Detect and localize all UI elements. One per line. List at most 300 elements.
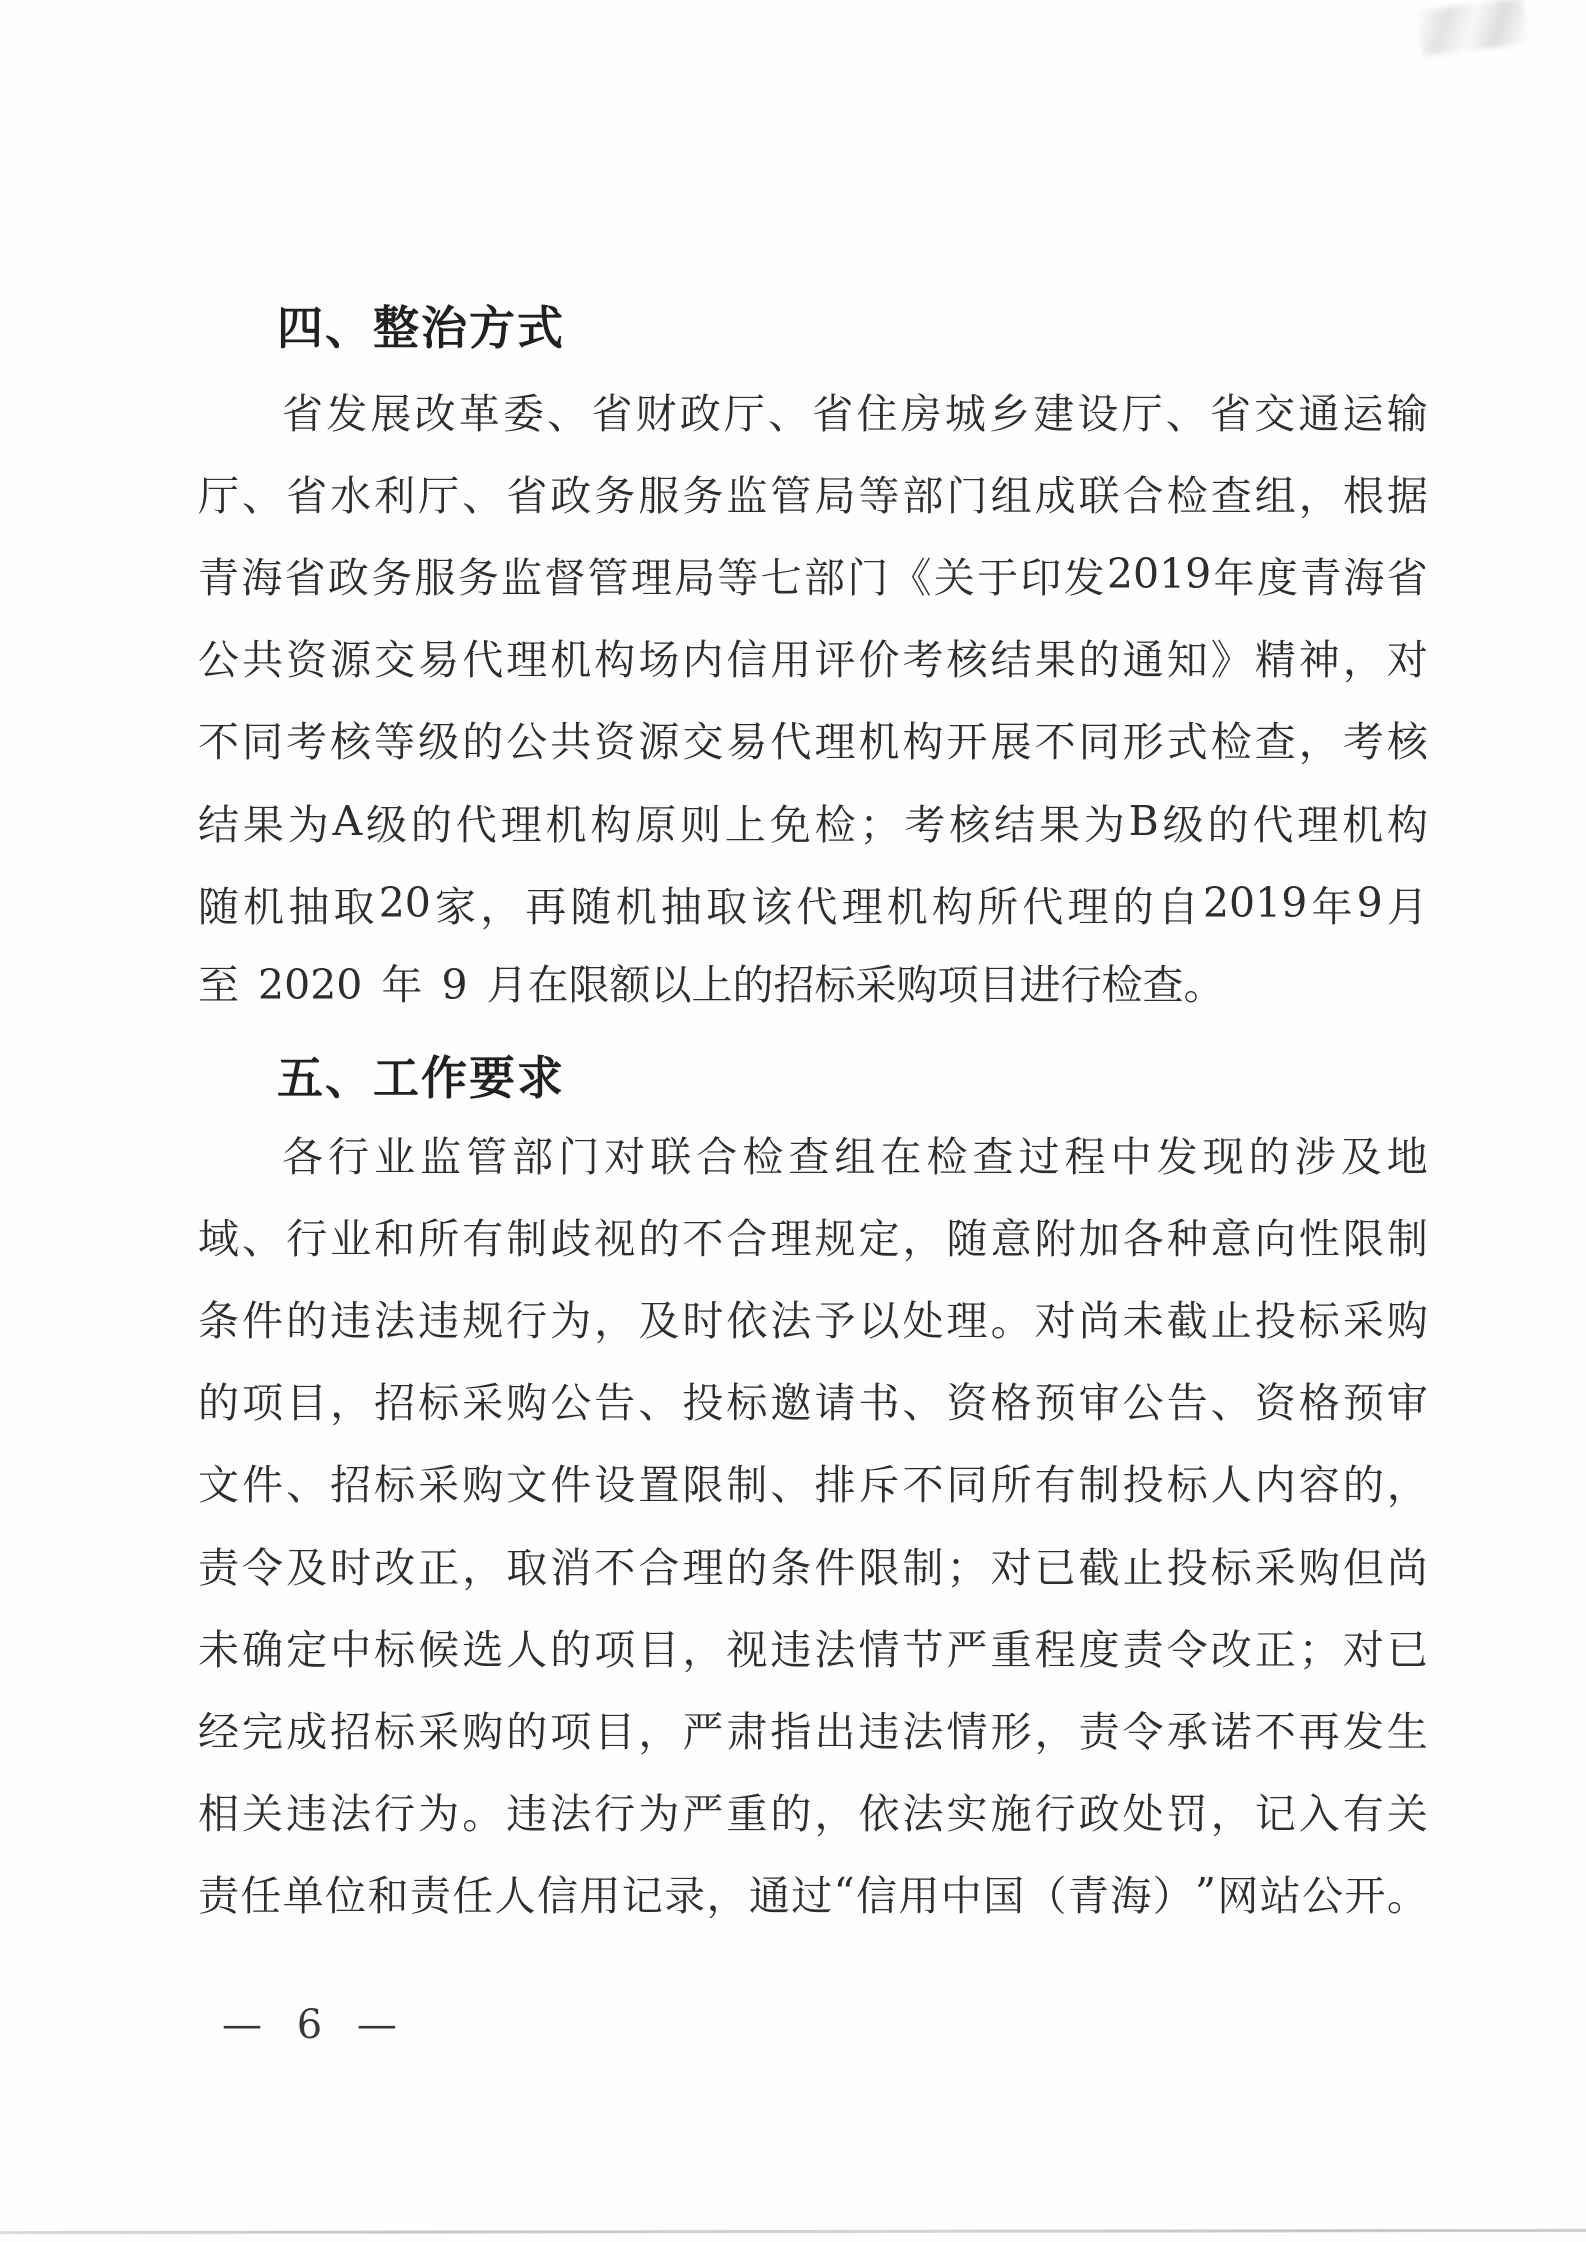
text-run: 等	[717, 553, 759, 602]
text-run: 输	[1386, 389, 1428, 438]
text-run: 机	[550, 636, 592, 685]
text-run: 海	[1343, 553, 1385, 602]
text-run: 法	[902, 1790, 944, 1839]
text-run: 交	[682, 718, 724, 767]
text-run: B	[1128, 797, 1159, 846]
body-line	[198, 1359, 1428, 1441]
text-run: 代	[1022, 882, 1064, 931]
text-run: 法	[814, 1625, 856, 1674]
text-run: 生	[1386, 1707, 1428, 1756]
text-run: 站	[1259, 1872, 1301, 1921]
text-run: 未	[1122, 1296, 1164, 1345]
text-run: 项	[242, 1379, 284, 1428]
text-run: 设	[594, 1461, 636, 1510]
text-run: 用	[770, 636, 812, 685]
text-run: 务	[682, 471, 724, 520]
text-run: 人	[506, 1625, 548, 1674]
text-run: 限	[682, 1461, 724, 1510]
text-run: 法	[330, 1790, 372, 1839]
text-run: 时	[682, 1296, 724, 1345]
text-run: 人	[494, 1872, 536, 1921]
text-run: 投	[682, 1379, 724, 1428]
text-run: 购	[462, 1461, 504, 1510]
text-run: 公	[506, 718, 548, 767]
text-run: 各	[282, 1132, 323, 1181]
text-run: ，	[814, 1790, 856, 1839]
text-run: 处	[902, 1296, 944, 1345]
text-run: 行	[374, 1790, 416, 1839]
text-run: 件	[814, 1543, 856, 1592]
text-run: 督	[544, 553, 586, 602]
text-run: 20	[378, 879, 431, 928]
text-run: 知	[1166, 636, 1208, 685]
text-run: 违	[770, 1625, 812, 1674]
text-run: 不	[594, 1543, 636, 1592]
text-run: 已	[1386, 1625, 1428, 1674]
text-run: 门	[946, 471, 988, 520]
text-run: 有	[462, 1214, 504, 1263]
text-run: （	[1025, 1872, 1067, 1921]
text-run: 价	[858, 636, 900, 685]
text-run: 告	[1166, 1379, 1208, 1428]
text-run: 违	[418, 1296, 460, 1345]
text-run: 式	[1166, 718, 1208, 767]
text-run: 发	[326, 389, 368, 438]
text-run: 合	[726, 1214, 768, 1263]
text-run: 代	[462, 636, 504, 685]
text-run: 考	[1342, 718, 1384, 767]
text-run: 入	[1298, 1790, 1340, 1839]
text-run: 结	[990, 636, 1032, 685]
text-run: 改	[414, 389, 456, 438]
text-run: 果	[242, 800, 284, 849]
text-run: 自	[1157, 882, 1199, 931]
text-run: 制	[726, 1461, 768, 1510]
text-run: 时	[330, 1543, 372, 1592]
body-line	[198, 616, 1428, 698]
text-run: 源	[638, 718, 680, 767]
text-run: 核	[946, 636, 988, 685]
text-run: 置	[638, 1461, 680, 1510]
text-run: 情	[858, 1625, 900, 1674]
text-run: 改	[1210, 1625, 1252, 1674]
text-run: 程	[1034, 1625, 1076, 1674]
body-line: 至 2020 年 9 月在限额以上的招标采购项目进行检查。	[198, 961, 1225, 1010]
text-run: 的	[1112, 882, 1154, 931]
text-run: 人	[1210, 1461, 1252, 1510]
text-run: 青	[1067, 1872, 1109, 1921]
paragraph-work-requirements	[198, 1112, 1428, 1934]
text-run: 场	[638, 636, 680, 685]
text-run: 消	[550, 1543, 592, 1592]
text-run: 用	[579, 1872, 621, 1921]
text-run: 海	[241, 553, 283, 602]
text-run: 标	[374, 1461, 416, 1510]
text-run: 级	[1162, 800, 1204, 849]
text-run: 监	[726, 471, 768, 520]
text-run: 、	[286, 1461, 328, 1510]
body-line	[198, 533, 1428, 615]
text-run: 公	[1302, 1872, 1344, 1921]
text-run: 厅	[418, 471, 460, 520]
text-run: 局	[674, 553, 716, 602]
text-run: 发	[1156, 1132, 1198, 1181]
body-line	[198, 451, 1428, 533]
text-run: 为	[418, 1790, 460, 1839]
text-run: 选	[462, 1625, 504, 1674]
text-run: 令	[1166, 1625, 1208, 1674]
text-run: 诺	[1210, 1707, 1252, 1756]
text-run: 据	[1386, 471, 1428, 520]
text-run: 代	[770, 718, 812, 767]
text-run: 预	[1034, 1379, 1076, 1428]
text-run: 目	[594, 1707, 636, 1756]
text-run: 网	[1217, 1872, 1259, 1921]
text-run: 严	[682, 1707, 724, 1756]
text-run: 对	[604, 1132, 646, 1181]
text-run: 考	[904, 800, 946, 849]
body-line	[198, 862, 1428, 944]
text-run: 行	[506, 1296, 548, 1345]
text-run: 目	[638, 1625, 680, 1674]
text-run: 相	[198, 1790, 239, 1839]
body-line	[198, 1441, 1428, 1523]
text-run: 所	[977, 882, 1019, 931]
text-run: 所	[418, 1214, 460, 1263]
text-run: 取	[706, 882, 748, 931]
text-run: 令	[242, 1543, 284, 1592]
text-run: 项	[594, 1625, 636, 1674]
body-line	[198, 1687, 1428, 1769]
text-run: 性	[1298, 1214, 1340, 1263]
text-run: 向	[1254, 1214, 1296, 1263]
text-run: 记	[621, 1872, 663, 1921]
text-run: 对	[1034, 1296, 1076, 1345]
text-run: 文	[198, 1461, 239, 1510]
text-run: ，	[638, 1707, 680, 1756]
text-run: 青	[198, 553, 239, 602]
text-run: 为	[638, 1790, 680, 1839]
text-run: 依	[858, 1790, 900, 1839]
text-run: 的	[726, 1543, 768, 1592]
text-run: 责	[409, 1872, 451, 1921]
text-run: 构	[1386, 800, 1428, 849]
text-run: 委	[502, 389, 544, 438]
text-run: 种	[1166, 1214, 1208, 1263]
text-run: 通	[1122, 636, 1164, 685]
text-run: 、	[768, 389, 810, 438]
text-run: 依	[726, 1296, 768, 1345]
text-run: 公	[1122, 1379, 1164, 1428]
text-run: 投	[1122, 1461, 1164, 1510]
text-run: 。	[462, 1790, 504, 1839]
text-run: 管	[466, 1132, 508, 1181]
text-run: 月	[1386, 882, 1428, 931]
text-run: 程	[1064, 1132, 1106, 1181]
text-run: 代	[455, 800, 497, 849]
text-run: 法	[374, 1296, 416, 1345]
text-run: 公	[550, 1379, 592, 1428]
body-line	[198, 1194, 1428, 1276]
text-run: 该	[751, 882, 793, 931]
text-run: 和	[374, 1214, 416, 1263]
text-run: 采	[462, 1379, 504, 1428]
text-run: 省	[1386, 553, 1428, 602]
text-run: 局	[814, 471, 856, 520]
text-run: 歧	[550, 1214, 592, 1263]
text-run: 业	[374, 1132, 416, 1181]
text-run: 责	[1078, 1707, 1120, 1756]
text-run: 通	[1298, 389, 1340, 438]
body-line	[198, 1112, 1428, 1194]
text-run: 省	[284, 553, 326, 602]
text-run: 理	[1067, 882, 1109, 931]
text-run: 和	[367, 1872, 409, 1921]
text-run: 为	[1083, 800, 1125, 849]
text-run: 告	[594, 1379, 636, 1428]
text-run: 严	[946, 1625, 988, 1674]
text-run: 违	[858, 1707, 900, 1756]
text-run: ，	[330, 1379, 372, 1428]
text-run: 不	[902, 1461, 944, 1510]
text-run: 不	[198, 718, 239, 767]
text-run: ，	[1034, 1707, 1076, 1756]
body-line	[198, 1523, 1428, 1605]
text-run: 理	[1297, 800, 1339, 849]
text-run: 的	[1248, 1132, 1290, 1181]
text-run: 根	[1342, 471, 1384, 520]
text-run: 财	[635, 389, 677, 438]
text-run: 组	[1254, 471, 1296, 520]
text-run: 公	[198, 636, 239, 685]
text-run: 止	[1210, 1296, 1252, 1345]
text-run: 》	[1210, 636, 1252, 685]
text-run: 部	[803, 553, 845, 602]
text-run: 乡	[989, 389, 1030, 438]
text-run: 交	[1254, 389, 1296, 438]
text-run: 海	[1110, 1872, 1152, 1921]
text-run: 的	[550, 1625, 592, 1674]
text-run: 资	[286, 636, 328, 685]
text-run: 监	[420, 1132, 462, 1181]
text-run: 、	[902, 1379, 944, 1428]
text-run: 代	[796, 882, 838, 931]
text-run: 机	[886, 882, 928, 931]
text-run: 机	[615, 882, 657, 931]
text-run: 行	[1034, 1790, 1076, 1839]
text-run: 信	[537, 1872, 578, 1921]
text-run: 标	[726, 1379, 768, 1428]
text-run: 精	[1254, 636, 1296, 685]
text-run: 免	[769, 800, 811, 849]
text-run: 录	[664, 1872, 706, 1921]
text-run: 果	[1038, 800, 1080, 849]
text-run: 但	[1342, 1543, 1384, 1592]
text-run: 查	[1210, 471, 1252, 520]
text-run: 有	[1342, 1790, 1384, 1839]
text-run: ”	[1194, 1868, 1216, 1917]
text-run: 随	[570, 882, 612, 931]
text-run: 及	[1340, 1132, 1382, 1181]
text-run: 国	[983, 1872, 1025, 1921]
text-run: 涉	[1294, 1132, 1336, 1181]
text-run: 9	[1356, 879, 1383, 928]
text-run: 再	[525, 882, 567, 931]
text-run: 截	[1166, 1296, 1208, 1345]
text-run: 考	[286, 718, 328, 767]
text-run: 制	[506, 1214, 548, 1263]
text-run: 标	[418, 1379, 460, 1428]
text-run: 的	[462, 718, 504, 767]
text-run: 确	[242, 1625, 284, 1674]
text-run: 投	[1166, 1543, 1208, 1592]
text-run: 出	[814, 1707, 856, 1756]
text-run: 购	[506, 1379, 548, 1428]
text-run: 购	[462, 1707, 504, 1756]
text-run: 神	[1298, 636, 1340, 685]
text-run: 级	[418, 718, 460, 767]
text-run: 内	[1254, 1461, 1296, 1510]
text-run: 、	[547, 389, 589, 438]
text-run: 施	[990, 1790, 1032, 1839]
text-run: 组	[834, 1132, 876, 1181]
text-run: 排	[814, 1461, 856, 1510]
text-run: 再	[1298, 1707, 1340, 1756]
text-run: 内	[682, 636, 724, 685]
text-run: 招	[374, 1379, 416, 1428]
text-run: 令	[1122, 1707, 1164, 1756]
text-run: 通	[748, 1872, 790, 1921]
body-line	[198, 369, 1428, 451]
section-heading-4: 四、整治方式	[277, 301, 565, 355]
text-run: 理	[770, 1214, 812, 1263]
text-run: 审	[1078, 1379, 1120, 1428]
text-run: 建	[1033, 389, 1075, 438]
text-run: 采	[1254, 1543, 1296, 1592]
text-run: 过	[1018, 1132, 1060, 1181]
text-run: 完	[242, 1707, 284, 1756]
text-run: 违	[330, 1296, 372, 1345]
text-run: 等	[374, 718, 416, 767]
text-run: 机	[858, 718, 900, 767]
text-run: 截	[1078, 1543, 1120, 1592]
text-run: 中	[330, 1625, 372, 1674]
text-run: 目	[286, 1379, 328, 1428]
text-run: 厅	[1121, 389, 1163, 438]
text-run: 的	[506, 1707, 548, 1756]
text-run: 件	[242, 1461, 284, 1510]
text-run: 书	[858, 1379, 900, 1428]
text-run: 核	[1386, 718, 1428, 767]
text-run: 及	[638, 1296, 680, 1345]
text-run: 务	[594, 471, 636, 520]
text-run: 构	[594, 636, 636, 685]
text-run: 、	[1165, 389, 1207, 438]
text-run: 止	[1122, 1543, 1164, 1592]
text-run: 采	[418, 1707, 460, 1756]
text-run: 监	[500, 553, 542, 602]
text-run: 有	[1034, 1461, 1076, 1510]
text-run: 处	[1122, 1790, 1164, 1839]
text-run: 同	[242, 718, 284, 767]
text-run: 服	[638, 471, 680, 520]
text-run: 视	[726, 1625, 768, 1674]
text-run: 共	[242, 636, 284, 685]
text-run: 的	[286, 1296, 328, 1345]
text-run: 机	[1342, 800, 1384, 849]
text-run: 检	[926, 1132, 968, 1181]
text-run: 的	[1078, 636, 1120, 685]
text-run: 核	[949, 800, 991, 849]
text-run: 意	[990, 1214, 1032, 1263]
text-run: 各	[1122, 1214, 1164, 1263]
text-run: 候	[418, 1625, 460, 1674]
text-run: 检	[814, 800, 856, 849]
text-run: 限	[858, 1543, 900, 1592]
text-run: 容	[1298, 1461, 1340, 1510]
text-run: 服	[414, 553, 456, 602]
text-run: 关	[242, 1790, 284, 1839]
text-run: 未	[198, 1625, 239, 1674]
text-run: 政	[550, 471, 592, 520]
text-run: 单	[282, 1872, 324, 1921]
text-run: 原	[635, 800, 677, 849]
text-run: 开	[946, 718, 988, 767]
text-run: 年	[1311, 882, 1353, 931]
paragraph-rectification-methods	[198, 369, 1428, 1027]
text-run: 地	[1386, 1132, 1428, 1181]
text-run: 随	[198, 882, 239, 931]
text-run: 七	[760, 553, 802, 602]
text-run: 成	[1034, 471, 1076, 520]
text-run: 行	[328, 1132, 370, 1181]
text-run: 水	[330, 471, 372, 520]
text-run: 的	[1342, 1461, 1384, 1510]
page-content	[198, 0, 1428, 2242]
text-run: 、	[1210, 1379, 1252, 1428]
text-run: 核	[330, 718, 372, 767]
text-run: 理	[506, 636, 548, 685]
text-run: 重	[990, 1625, 1032, 1674]
text-run: 机	[243, 882, 285, 931]
text-run: 省	[506, 471, 548, 520]
text-run: 肃	[726, 1707, 768, 1756]
text-run: ，	[1298, 471, 1340, 520]
text-run: 指	[770, 1707, 812, 1756]
body-line	[198, 1276, 1428, 1358]
text-run: ，	[902, 1214, 944, 1263]
text-run: 对	[990, 1543, 1032, 1592]
text-run: 理	[814, 718, 856, 767]
text-run: 的	[638, 1214, 680, 1263]
text-run: 记	[1254, 1790, 1296, 1839]
body-line	[198, 698, 1428, 780]
scan-smudge-artifact	[1418, 0, 1528, 56]
text-run: 斥	[858, 1461, 900, 1510]
text-run: 资	[946, 1379, 988, 1428]
text-run: 法	[550, 1790, 592, 1839]
text-run: 住	[856, 389, 898, 438]
text-run: 门	[847, 553, 889, 602]
text-run: 过	[791, 1872, 833, 1921]
text-run: 关	[933, 553, 975, 602]
text-run: ，	[706, 1872, 748, 1921]
text-run: 结	[994, 800, 1036, 849]
text-run: 为	[287, 800, 329, 849]
text-run: 责	[198, 1872, 239, 1921]
text-run: 取	[506, 1543, 548, 1592]
text-run: 果	[1034, 636, 1076, 685]
